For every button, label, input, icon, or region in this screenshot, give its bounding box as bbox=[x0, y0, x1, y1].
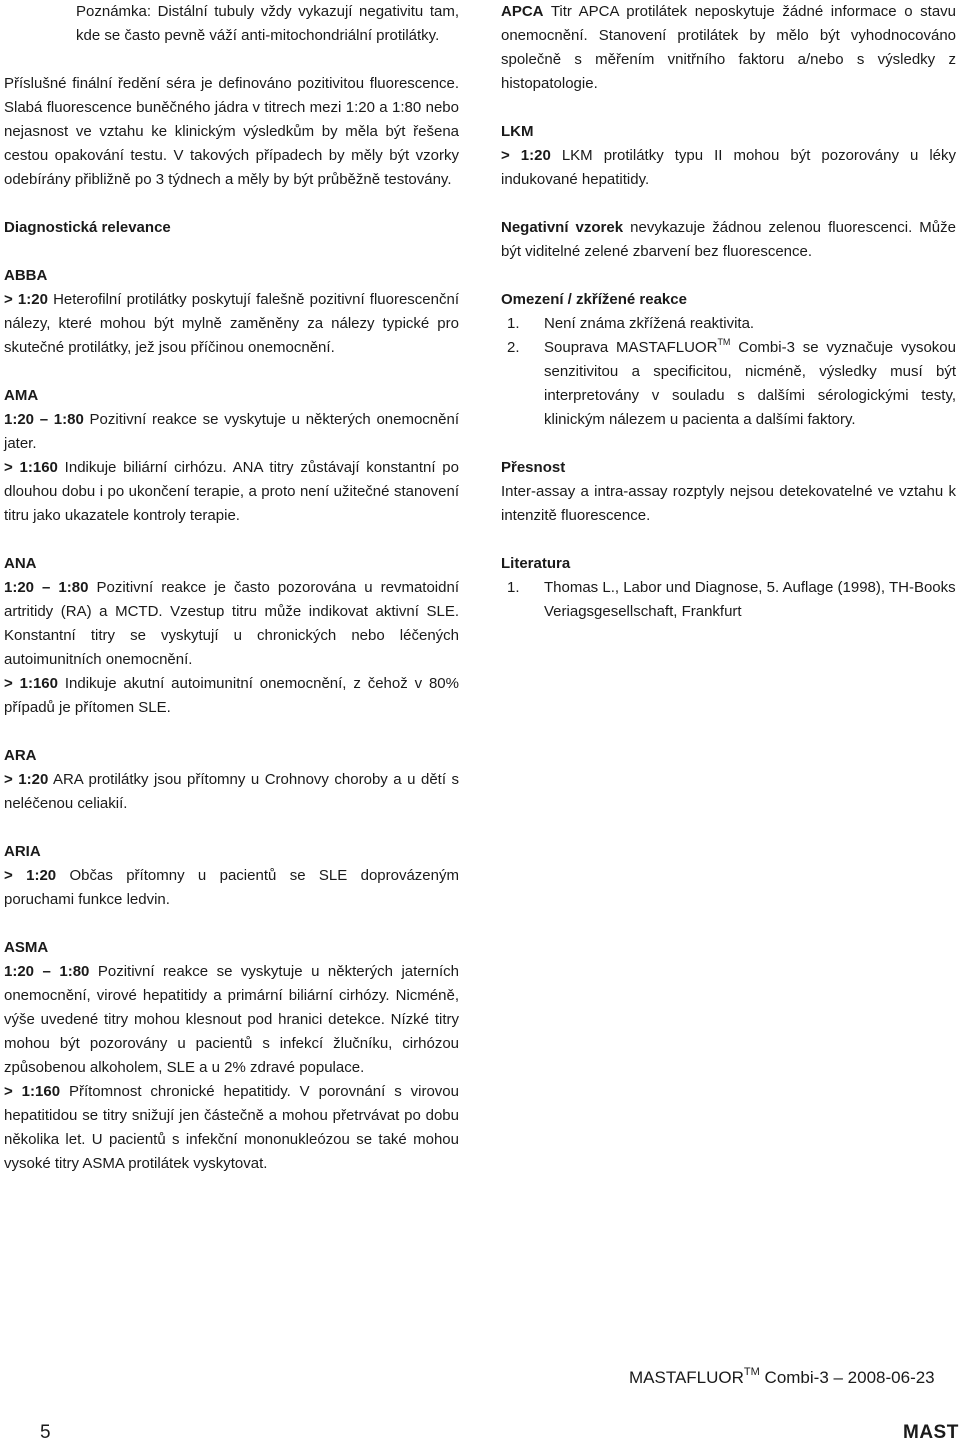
aria-titer-label: > 1:20 bbox=[4, 867, 57, 884]
asma-titer-label-2: > 1:160 bbox=[4, 1083, 61, 1100]
list-item bbox=[501, 336, 956, 432]
apca-paragraph bbox=[501, 0, 956, 96]
apca-text: Titr APCA protilátek neposkytuje žádné informace o stavu onemocnění. Stanovení protilátek by mělo být vyhodnocováno společně s měřením vnitřního faktoru a/nebo s výsledky z histopatologie. bbox=[501, 3, 956, 92]
ama-text-2: Indikuje biliární cirhózu. ANA titry zůstávají konstantní po dlouhou dobu i po ukončení terapie, a proto není užitečné stanovení titru jako ukazatele kontroly terapie. bbox=[4, 459, 459, 524]
ana-titer-label-1: 1:20 – 1:80 bbox=[4, 579, 89, 596]
asma-paragraph-1 bbox=[4, 960, 459, 1080]
note-paragraph: Poznámka: Distální tubuly vždy vykazují negativitu tam, kde se často pevně váží anti-mitochondriální protilátky. bbox=[76, 3, 459, 44]
footer-product-name: MASTAFLUOR bbox=[629, 1368, 744, 1387]
precision-text: Inter-assay a intra-assay rozptyly nejsou detekovatelné ve vztahu k intenzitě fluorescence. bbox=[501, 483, 956, 524]
abba-heading: ABBA bbox=[4, 267, 48, 284]
ana-paragraph-1 bbox=[4, 576, 459, 672]
ama-paragraph-1 bbox=[4, 408, 459, 456]
limitations-heading: Omezení / zkřížené reakce bbox=[501, 291, 687, 308]
aria-text: Občas přítomny u pacientů se SLE doprovázeným poruchami funkce ledvin. bbox=[4, 867, 459, 908]
left-column bbox=[4, 0, 459, 1176]
literature-heading: Literatura bbox=[501, 555, 571, 572]
list-item bbox=[501, 576, 956, 624]
ara-paragraph bbox=[4, 768, 459, 816]
ama-text-1: Pozitivní reakce se vyskytuje u některých onemocnění jater. bbox=[4, 411, 459, 452]
abba-text: Heterofilní protilátky poskytují falešně pozitivní fluorescenční nálezy, které mohou být mylně zaměněny za nálezy typické pro skutečné protilátky, jež jsou příčinou onemocnění. bbox=[4, 291, 460, 356]
asma-heading: ASMA bbox=[4, 939, 49, 956]
ana-paragraph-2 bbox=[4, 672, 459, 720]
page-number: 5 bbox=[40, 1422, 51, 1443]
ana-titer-label-2: > 1:160 bbox=[4, 675, 58, 692]
ana-heading: ANA bbox=[4, 555, 37, 572]
list-item-text: Thomas L., Labor und Diagnose, 5. Auflage (1998), TH-Books Veriagsgesellschaft, Frankfurt bbox=[544, 579, 956, 620]
ara-titer-label: > 1:20 bbox=[4, 771, 49, 788]
lkm-text: LKM protilátky typu II mohou být pozorovány u léky indukované hepatitidy. bbox=[501, 147, 957, 188]
lkm-titer-label: > 1:20 bbox=[501, 147, 551, 164]
apca-label: APCA bbox=[501, 3, 544, 20]
asma-titer-label-1: 1:20 – 1:80 bbox=[4, 963, 90, 980]
negative-sample-label: Negativní vzorek bbox=[501, 219, 624, 236]
list-item-text-a: Souprava MASTAFLUOR bbox=[544, 339, 718, 356]
negative-sample-paragraph bbox=[501, 216, 956, 264]
negative-sample-text: nevykazuje žádnou zelenou fluorescenci. Může být viditelné zelené zbarvení bez fluorescence. bbox=[501, 219, 956, 260]
ama-heading: AMA bbox=[4, 387, 39, 404]
ana-text-2: Indikuje akutní autoimunitní onemocnění, z čehož v 80% případů je přítomen SLE. bbox=[4, 675, 459, 716]
asma-text-2: Přítomnost chronické hepatitidy. V porovnání s virovou hepatitidou se titry snižují jen částečně a mohou přetrvávat po dobu několika let. U pacientů s infekční mononukleózou se také mohou vysoké titry ASMA protilátek vyskytovat. bbox=[4, 1083, 459, 1172]
asma-text-1: Pozitivní reakce se vyskytuje u některých jaterních onemocnění, virové hepatitidy a primární biliární cirhózy. Nicméně, výše uvedené titry mohou klesnout pod hranici detekce. Nízké titry mohou být pozorovány u pacientů s infekcí žlučníku, cirhózou způsobenou alkoholem, SLE a u 2% zdravé populace. bbox=[4, 963, 459, 1076]
abba-paragraph bbox=[4, 288, 459, 360]
trademark-mark: TM bbox=[717, 337, 731, 347]
list-item bbox=[501, 312, 956, 336]
brand-logo: MAST bbox=[903, 1422, 959, 1443]
precision-heading: Přesnost bbox=[501, 459, 566, 476]
list-item-text-b: Combi-3 se vyznačuje vysokou senzitivitou a specificitou, nicméně, výsledky musí být interpretovány v souladu s dalšími sérologickými testy, klinickým nálezem u pacienta a dalšími faktory. bbox=[544, 339, 956, 428]
titer-text-2: V takových případech by měly být vzorky odebírány přibližně po 3 týdnech a měly by být průběžně testovány. bbox=[4, 147, 460, 188]
list-item-number: 1. bbox=[507, 579, 520, 596]
asma-paragraph-2 bbox=[4, 1080, 459, 1176]
titer-paragraph bbox=[4, 72, 459, 192]
aria-paragraph bbox=[4, 864, 459, 912]
ama-titer-label-1: 1:20 – 1:80 bbox=[4, 411, 84, 428]
ara-text: ARA protilátky jsou přítomny u Crohnovy choroby a u dětí s neléčenou celiakií. bbox=[4, 771, 460, 812]
list-item-text: Není známa zkřížená reaktivita. bbox=[544, 315, 755, 332]
aria-heading: ARIA bbox=[4, 843, 41, 860]
limitations-list bbox=[501, 312, 956, 432]
diagnostic-relevance-heading: Diagnostická relevance bbox=[4, 219, 171, 236]
ana-text-1: Pozitivní reakce je často pozorována u revmatoidní artritidy (RA) a MCTD. Vzestup titru může indikovat aktivní SLE. Konstantní titry se vyskytují u chronických nebo léčených autoimunitních onemocnění. bbox=[4, 579, 459, 668]
lkm-heading: LKM bbox=[501, 123, 534, 140]
abba-titer-label: > 1:20 bbox=[4, 291, 48, 308]
footer-product-rest: Combi-3 – 2008-06-23 bbox=[759, 1368, 935, 1387]
ara-heading: ARA bbox=[4, 747, 37, 764]
ama-titer-label-2: > 1:160 bbox=[4, 459, 58, 476]
titer-text-1: Příslušné finální ředění séra je definováno pozitivitou fluorescence. Slabá fluorescence buněčného jádra v titrech mezi 1:20 a 1:80 nebo nejasnost ve vztahu ke klinickým výsledkům by měla být řešena cestou opakování testu. bbox=[4, 75, 459, 164]
list-item-number: 1. bbox=[507, 315, 520, 332]
list-item-number: 2. bbox=[507, 339, 520, 356]
footer-product-title bbox=[629, 1366, 935, 1390]
ama-paragraph-2 bbox=[4, 456, 459, 528]
literature-list bbox=[501, 576, 956, 624]
lkm-paragraph bbox=[501, 144, 956, 192]
footer-trademark-mark: TM bbox=[743, 1366, 760, 1378]
right-column bbox=[501, 0, 956, 624]
